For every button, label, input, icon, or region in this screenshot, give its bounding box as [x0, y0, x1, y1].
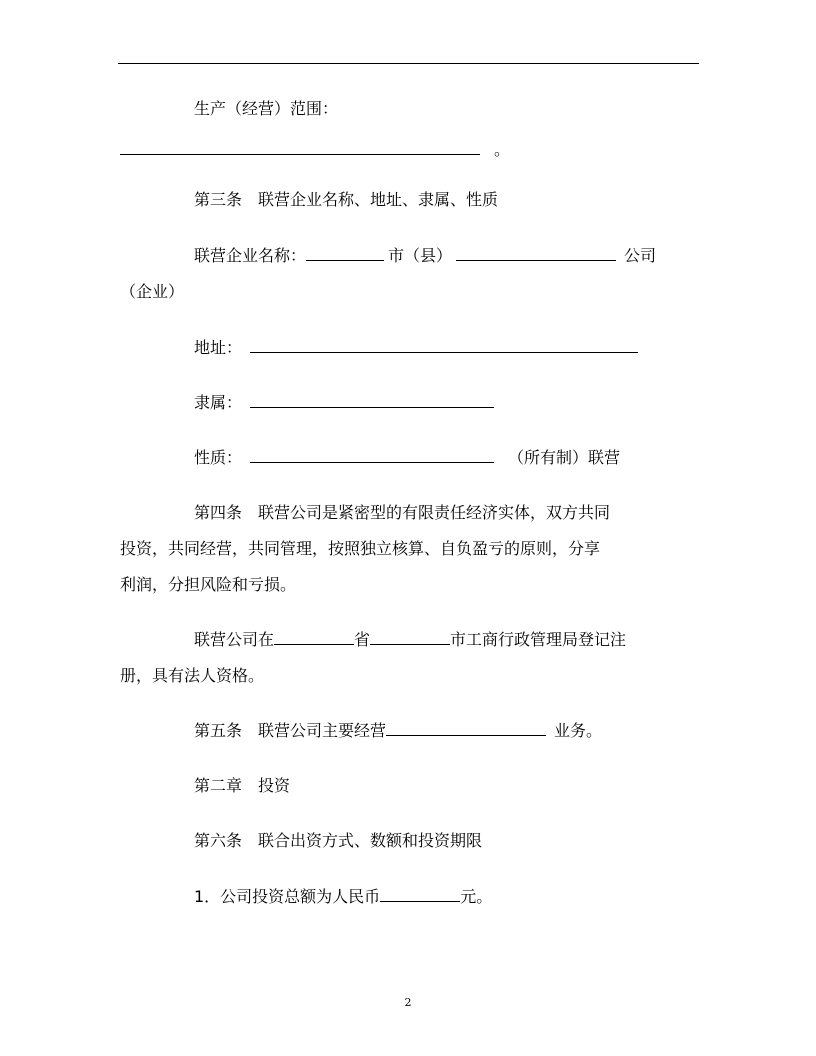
article-4-line-2: 投资，共同经营，共同管理，按照独立核算、自负盈亏的原则，分享	[120, 539, 601, 558]
city-label: 市（县）	[388, 246, 453, 265]
province-blank	[274, 628, 354, 645]
enterprise-name-continuation: （企业）	[120, 282, 185, 301]
address-blank	[250, 336, 638, 353]
article-3-heading: 第三条 联营企业名称、地址、隶属、性质	[194, 190, 499, 209]
article-6-heading: 第六条 联合出资方式、数额和投资期限	[194, 831, 483, 850]
scope-blank	[120, 138, 480, 155]
investment-total-line: 1．公司投资总额为人民币 元。	[194, 887, 493, 906]
chapter-2-heading: 第二章 投资	[194, 776, 291, 795]
city-blank	[306, 244, 384, 261]
nature-tail: （所有制）联营	[508, 448, 621, 467]
address-line	[194, 336, 638, 360]
article-5-line: 第五条 联营公司主要经营 业务。	[194, 721, 603, 740]
nature-label: 性质：	[194, 448, 243, 467]
article-4-line-3: 利润，分担风险和亏损。	[120, 575, 297, 594]
city-registration-blank	[370, 628, 450, 645]
scope-blank-line	[120, 138, 510, 162]
scope-end: 。	[494, 140, 511, 159]
company-blank	[456, 244, 616, 261]
company-label: 公司	[624, 246, 657, 265]
registration-line-1: 联营公司在 省 市工商行政管理局登记注	[194, 630, 627, 649]
header-rule	[118, 63, 699, 64]
page-number: 2	[404, 996, 412, 1009]
nature-blank	[250, 446, 494, 463]
investment-amount-blank	[380, 885, 460, 902]
nature-line	[194, 446, 620, 470]
affiliation-label: 隶属：	[194, 393, 243, 412]
enterprise-name-label: 联营企业名称：	[194, 246, 307, 265]
article-4-line-1: 第四条 联营公司是紧密型的有限责任经济实体，双方共同	[194, 503, 611, 522]
address-label: 地址：	[194, 338, 243, 357]
enterprise-name-line	[194, 244, 656, 268]
affiliation-line	[194, 391, 494, 415]
scope-label: 生产（经营）范围：	[194, 99, 339, 118]
affiliation-blank	[250, 391, 494, 408]
business-blank	[386, 719, 546, 736]
scope-line	[194, 97, 338, 121]
registration-line-2: 册，具有法人资格。	[120, 666, 265, 685]
